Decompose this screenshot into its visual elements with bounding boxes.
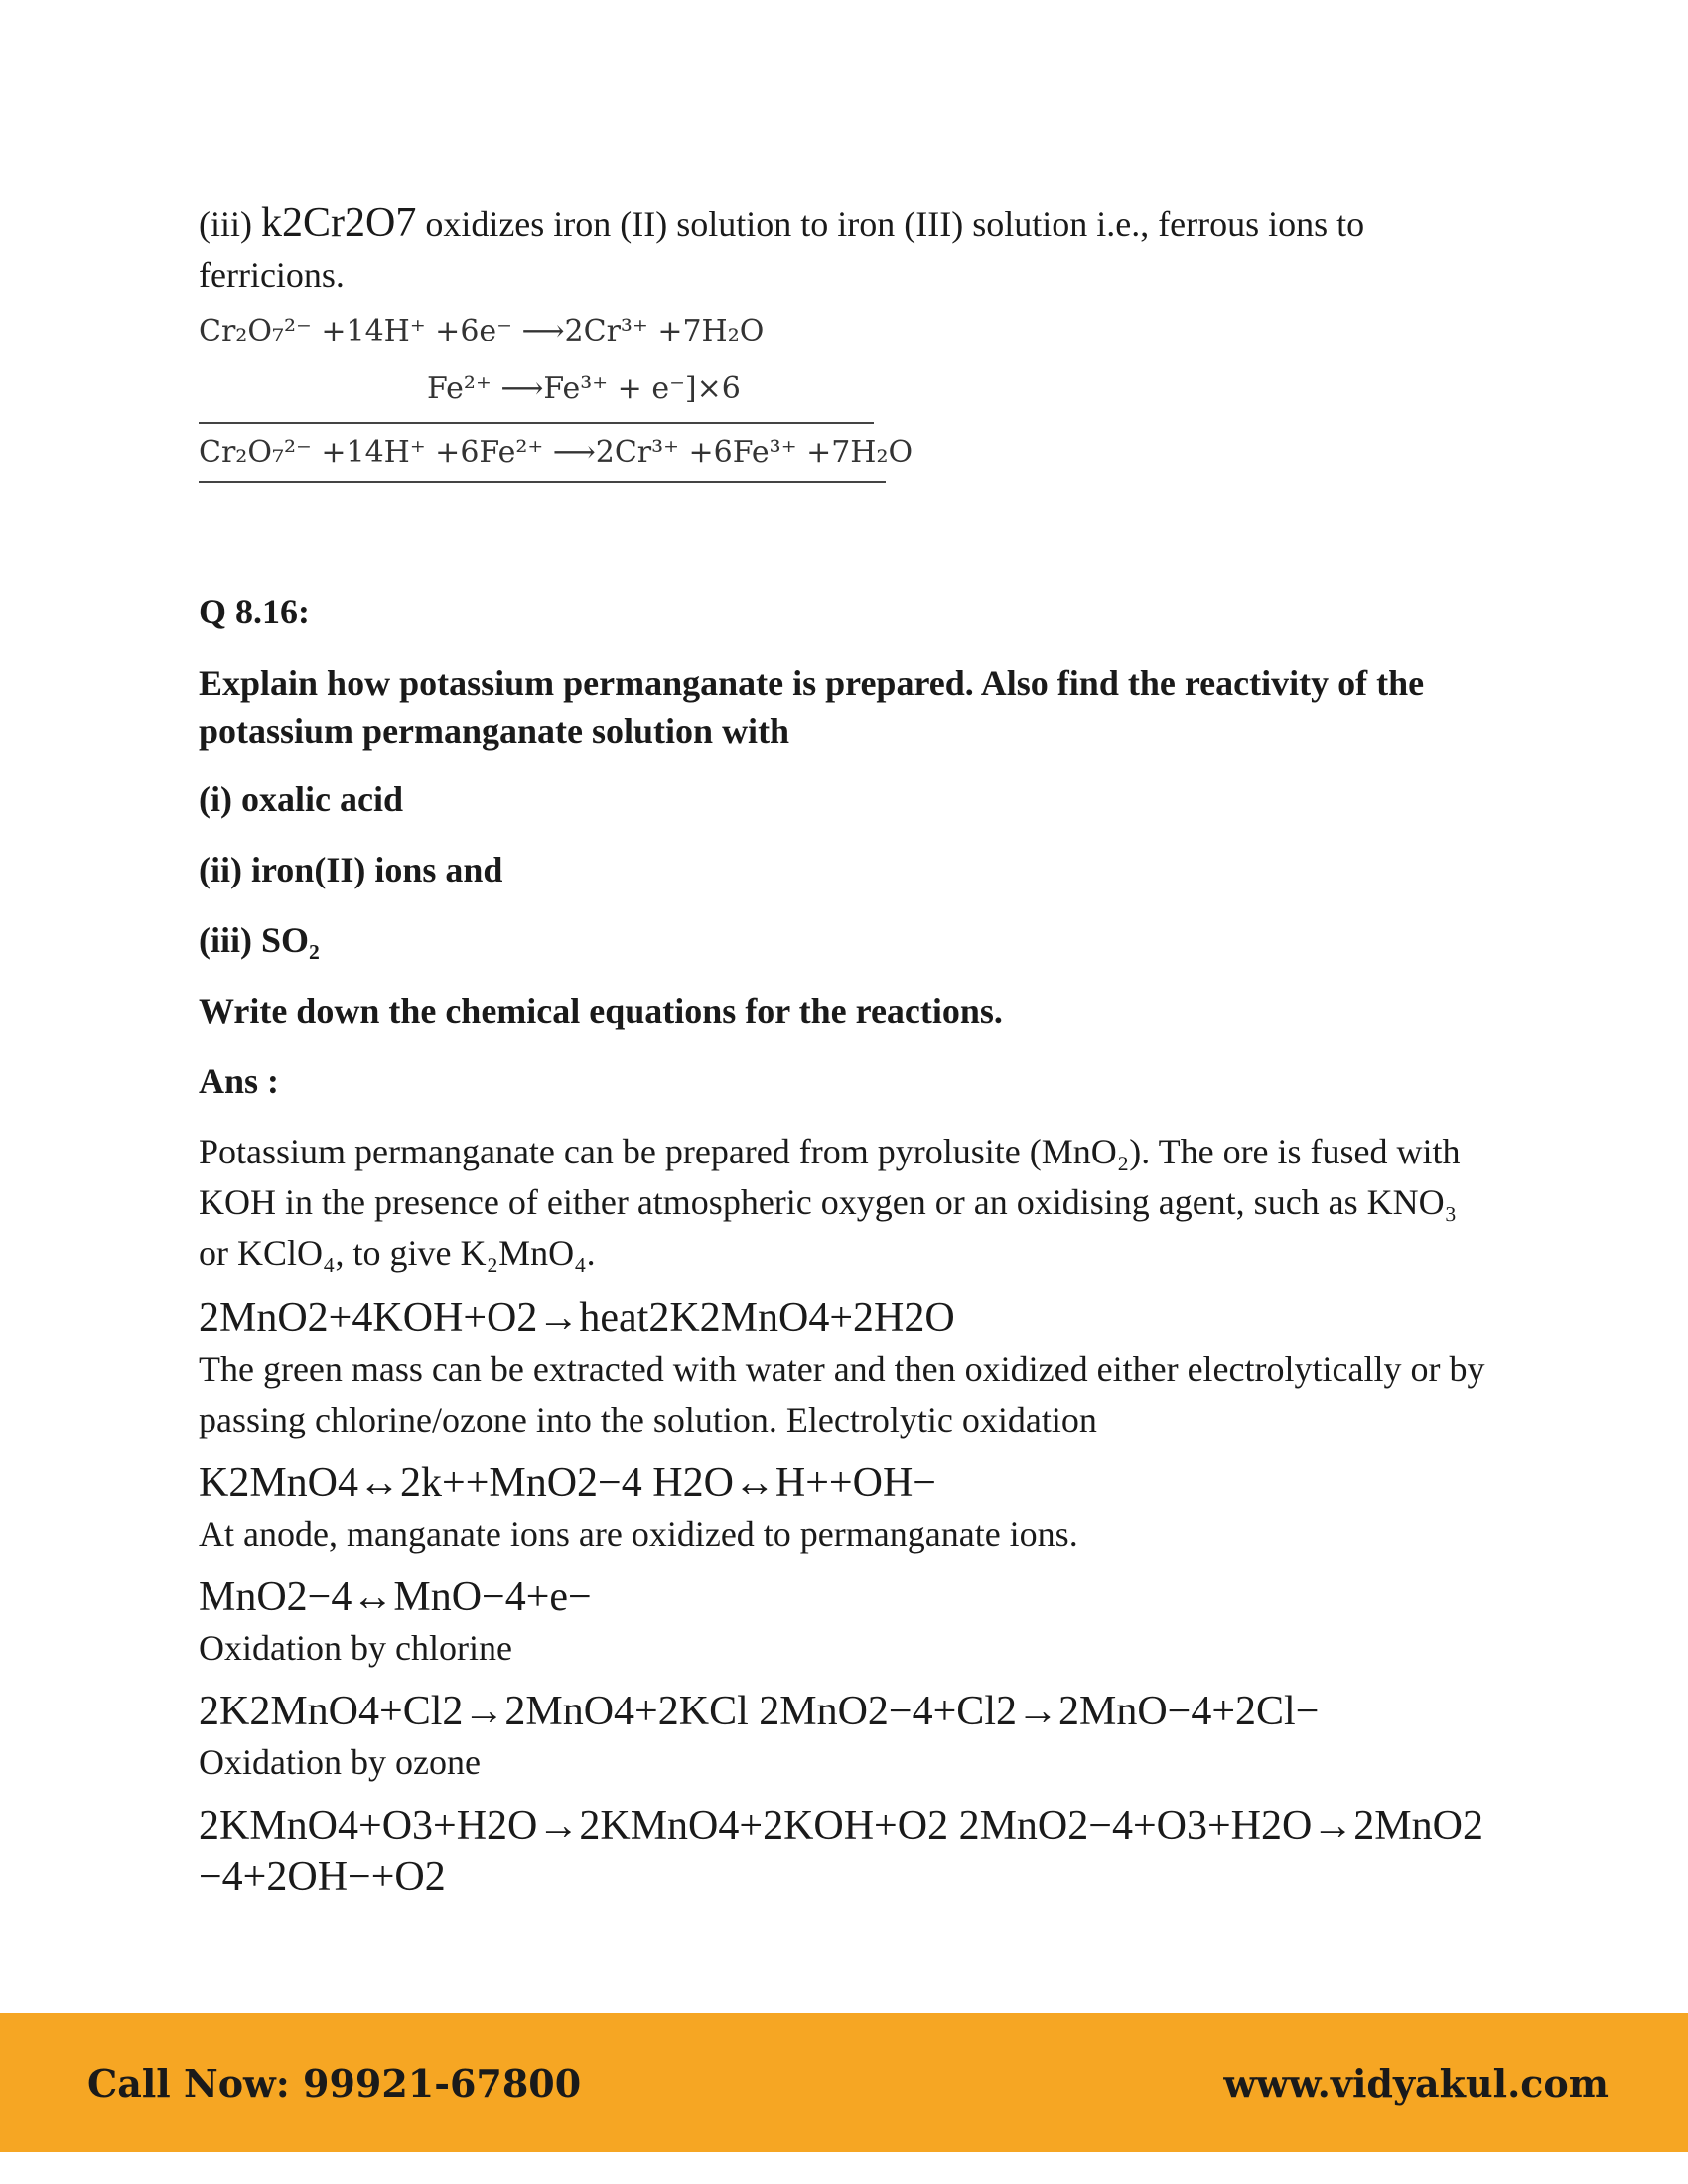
footer-banner bbox=[0, 2013, 1688, 2152]
website-link[interactable]: www.vidyakul.com bbox=[1223, 2060, 1609, 2106]
ionic-equation-1: Cr₂O₇²⁻ +14H⁺ +6e⁻ ⟶2Cr³⁺ +7H₂O bbox=[199, 314, 765, 348]
ionic-equation-net: Cr₂O₇²⁻ +14H⁺ +6Fe²⁺ ⟶2Cr³⁺ +6Fe³⁺ +7H₂O bbox=[199, 424, 886, 483]
intro-paragraph bbox=[199, 199, 1489, 301]
label-oxidation-chlorine: Oxidation by chlorine bbox=[199, 1628, 512, 1668]
answer-paragraph-1: Potassium permanganate can be prepared from pyrolusite (MnO₂). The ore is fused with KOH in the presence of either atmospheric oxygen or an oxidising agent, such as KNO₃ or KClO₄, to give K₂MnO₄. bbox=[199, 1132, 1461, 1273]
equation-ozone: 2KMnO4+O3+H2O→2KMnO4+2KOH+O2 2MnO2−4+O3+H2O→2MnO2−4+2OH−+O2 bbox=[199, 1803, 1483, 1900]
answer-label: Ans : bbox=[199, 1061, 280, 1101]
question-item-iron: (ii) iron(II) ions and bbox=[199, 850, 503, 889]
equation-chlorine: 2K2MnO4+Cl2→2MnO4+2KCl 2MnO2−4+Cl2→2MnO−4+2Cl− bbox=[199, 1689, 1320, 1734]
answer-paragraph-2: The green mass can be extracted with water and then oxidized either electrolytically or by passing chlorine/ozone into the solution. Electrolytic oxidation bbox=[199, 1349, 1485, 1439]
equation-fusion: 2MnO2+4KOH+O2→heat2K2MnO4+2H2O bbox=[199, 1296, 955, 1341]
formula-k2cr2o7: k2Cr2O7 bbox=[260, 201, 417, 246]
call-now-text[interactable]: Call Now: 99921-67800 bbox=[87, 2060, 582, 2106]
ionic-equations-block bbox=[199, 303, 914, 483]
question-item-so2: (iii) SO₂ bbox=[199, 920, 320, 960]
label-oxidation-ozone: Oxidation by ozone bbox=[199, 1742, 481, 1782]
question-instruction: Write down the chemical equations for the reactions. bbox=[199, 991, 1003, 1030]
question-item-oxalic: (i) oxalic acid bbox=[199, 779, 403, 819]
equation-electrolytic: K2MnO4↔2k++MnO2−4 H2O↔H++OH− bbox=[199, 1460, 936, 1506]
question-prompt: Explain how potassium permanganate is prepared. Also find the reactivity of the potassium permanganate solution with bbox=[199, 663, 1425, 751]
intro-lead: (iii) bbox=[199, 205, 261, 244]
answer-paragraph-3: At anode, manganate ions are oxidized to permanganate ions. bbox=[199, 1514, 1078, 1554]
intro-text: oxidizes iron (II) solution to iron (III) solution i.e., ferrous ions to ferricions. bbox=[199, 205, 1365, 295]
page-content bbox=[199, 199, 1489, 1903]
ionic-equation-2: Fe²⁺ ⟶Fe³⁺ + e⁻]×6 bbox=[427, 371, 741, 406]
question-number: Q 8.16: bbox=[199, 592, 310, 631]
equation-anode: MnO2−4↔MnO−4+e− bbox=[199, 1574, 592, 1620]
